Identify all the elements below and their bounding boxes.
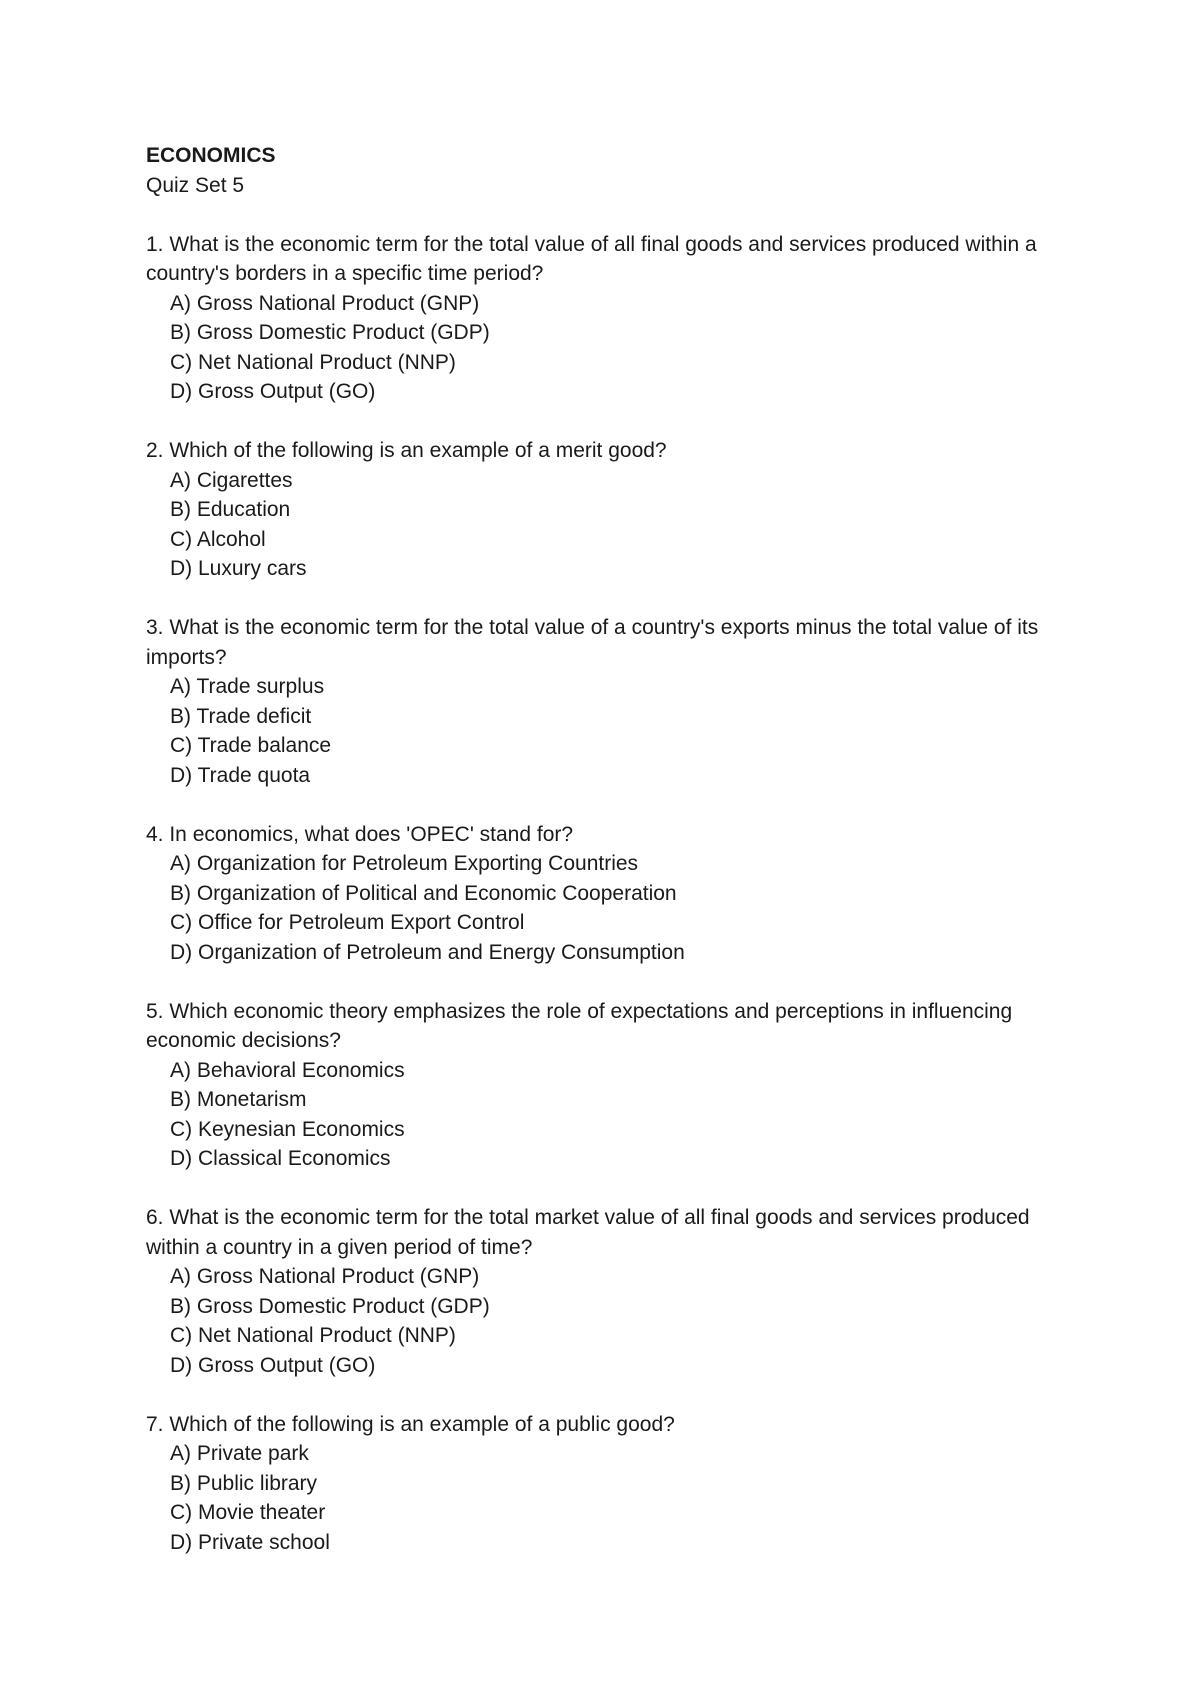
answer-option: B) Monetarism [170,1088,307,1111]
answer-option: B) Gross Domestic Product (GDP) [170,321,490,344]
answer-options [146,289,1076,407]
question-text: 4. In economics, what does 'OPEC' stand for? [146,822,574,846]
answer-option: D) Gross Output (GO) [170,380,376,403]
question-1 [146,230,1076,407]
answer-option: A) Gross National Product (GNP) [170,291,480,315]
answer-option: B) Gross Domestic Product (GDP) [170,1294,490,1318]
answer-option: C) Net National Product (NNP) [170,1324,456,1347]
document-subtitle: Quiz Set 5 [146,173,245,197]
answer-option: A) Organization for Petroleum Exporting Countries [170,852,639,875]
answer-option: C) Net National Product (NNP) [170,350,456,374]
question-5 [146,997,1076,1174]
answer-options [146,1439,1076,1557]
answer-option: D) Gross Output (GO) [170,1353,376,1377]
question-text: 7. Which of the following is an example of a public good? [146,1412,675,1436]
document-title: ECONOMICS [146,144,276,167]
question-6 [146,1203,1076,1380]
answer-option: A) Gross National Product (GNP) [170,1265,480,1288]
answer-options [146,849,1076,967]
question-text: 5. Which economic theory emphasizes the role of expectations and perceptions in influencing economic decisions? [146,999,1013,1052]
question-7 [146,1410,1076,1558]
answer-option: A) Trade surplus [170,675,325,698]
answer-option: B) Education [170,498,291,521]
answer-option: A) Private park [170,1442,309,1465]
question-2 [146,436,1076,584]
answer-option: C) Trade balance [170,734,332,757]
question-text: 3. What is the economic term for the total value of a country's exports minus the total value of its imports? [146,616,1039,669]
question-text: 2. Which of the following is an example of a merit good? [146,439,667,462]
answer-option: C) Alcohol [170,527,266,551]
answer-options [146,466,1076,584]
question-text: 6. What is the economic term for the total market value of all final goods and services produced within a country in a given period of time? [146,1206,1030,1259]
question-4 [146,820,1076,968]
answer-option: D) Luxury cars [170,557,307,580]
answer-option: B) Organization of Political and Economic Cooperation [170,881,677,905]
answer-option: A) Cigarettes [170,468,293,492]
answer-option: D) Classical Economics [170,1147,391,1170]
answer-option: D) Private school [170,1530,330,1554]
question-text: 1. What is the economic term for the total value of all final goods and services produced within a country's borders in a specific time period? [146,232,1037,285]
answer-option: B) Trade deficit [170,704,312,728]
answer-options [146,672,1076,790]
answer-options [146,1056,1076,1174]
answer-option: D) Organization of Petroleum and Energy Consumption [170,940,685,964]
answer-option: C) Keynesian Economics [170,1117,405,1141]
answer-options [146,1262,1076,1380]
answer-option: B) Public library [170,1471,318,1495]
question-3 [146,613,1076,790]
answer-option: C) Office for Petroleum Export Control [170,911,525,934]
answer-option: C) Movie theater [170,1501,326,1524]
answer-option: A) Behavioral Economics [170,1058,405,1082]
document-body [146,141,1076,1587]
answer-option: D) Trade quota [170,763,311,787]
